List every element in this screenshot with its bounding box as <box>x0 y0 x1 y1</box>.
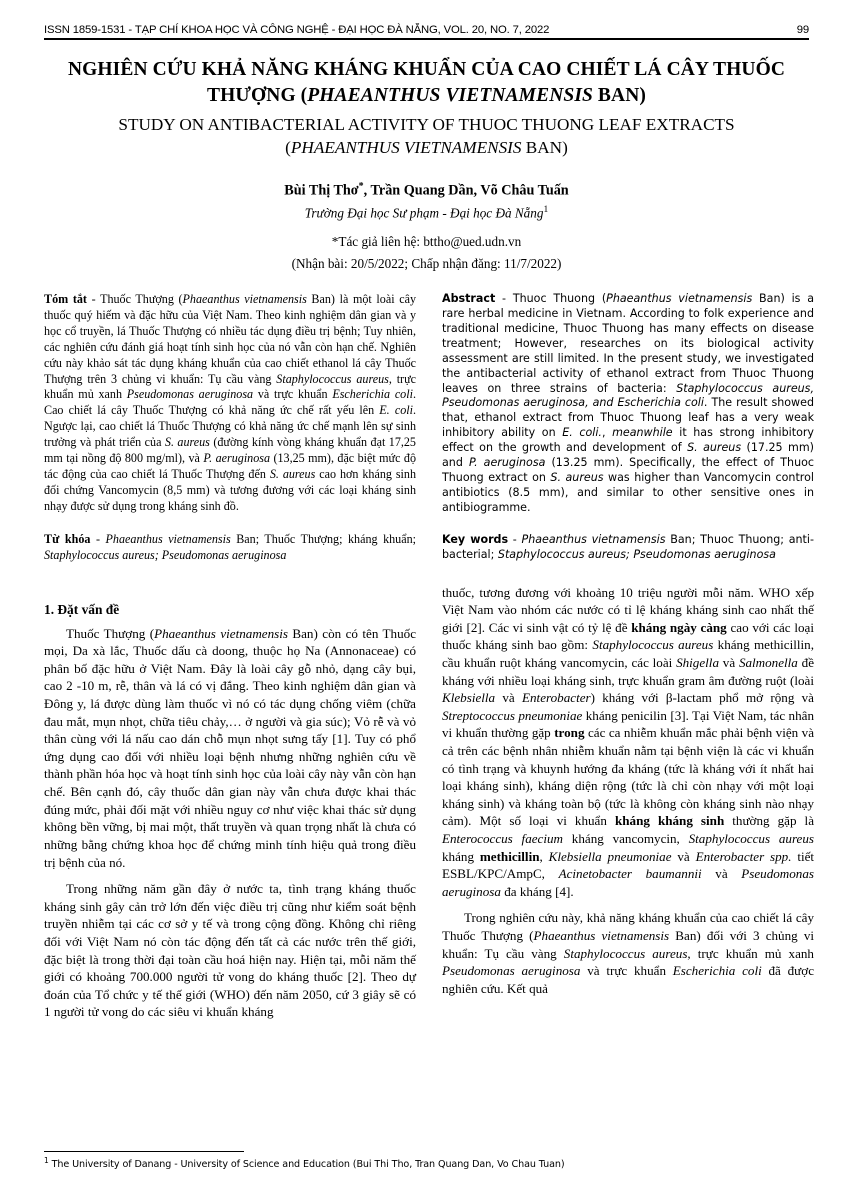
abstract-vi-p3: , trực khuẩn mủ xanh <box>44 371 417 402</box>
s1p3-sp-o: Pseudomonas aeruginosa <box>442 963 581 979</box>
abstract-vi-p6: . Ngược lại, cao chiết lá Thuốc Thượng có khả năng ức chế mạnh lên sự sinh trưởng và phát triển của <box>44 403 417 450</box>
abstract-vi-sp3: Pseudomonas aeruginosa <box>126 387 254 402</box>
footnote-body: The University of Danang - University of Science and Education (Bui Thi Tho, Tran Quang Dan, Vo Chau Tuan) <box>48 1159 565 1171</box>
s1p3-d: và trực khuẩn <box>580 963 673 979</box>
title-english <box>52 114 801 160</box>
s1p2c-e: đề kháng với nhiều loại kháng sinh, trực khuẩn gram âm đường ruột (loài <box>442 654 815 688</box>
abstract-vi-p7: (đường kính vòng kháng khuẩn đạt 17,25 mm tại nồng độ 800 mg/ml), và <box>44 435 416 466</box>
footnote-rule <box>44 1151 244 1152</box>
abstract-vi-p9: cao hơn kháng sinh đối chứng Vancomycin (8,5 mm) và tương đương với các loại kháng sinh nhạy được sử dụng trong kháng sinh đồ. <box>44 466 417 513</box>
s1p2c-sp-k: Acinetobacter baumannii <box>558 866 702 882</box>
abstract-en-sp6: P. aeruginosa <box>468 456 546 470</box>
affiliation-marker: 1 <box>543 204 549 215</box>
s1p2c-bold3: kháng kháng sinh <box>614 813 725 829</box>
keywords-en <box>442 533 814 563</box>
s1p2c-sp-b: Shigella <box>676 654 719 670</box>
abstract-vi-sp5: E. coli <box>379 403 413 418</box>
s1p2c-k: kháng vancomycin, <box>563 831 689 847</box>
page-number: 99 <box>796 24 809 36</box>
s1p1-a: Thuốc Thượng ( <box>66 625 155 641</box>
keywords-vi-sp1: Phaeanthus vietnamensis <box>105 531 231 546</box>
author-list <box>44 181 809 200</box>
s1p2c-g: ) kháng với β-lactam phổ mở rộng và <box>590 690 814 706</box>
s1p2c-m: , <box>539 848 549 864</box>
body-column-right <box>442 584 814 1021</box>
abstract-vi-sp1: Phaeanthus vietnamensis <box>182 292 307 307</box>
abstract-vi-p1: Thuốc Thượng ( <box>100 292 183 307</box>
s1p3-e: đã được nghiên cứu. Kết quả <box>442 963 815 996</box>
section1-paragraph-2: Trong những năm gần đây ở nước ta, tình trạng kháng thuốc kháng sinh gây cản trở lớn đến việc điều trị cũng như kiểm soát bệnh truyền nhiễm tại các cơ sở y tế và trong cộng đồng. Không chỉ riêng đối với Việt Nam nó còn tác động đến tất cả các nước trên thế giới, đặc biệt là trong thời đại toàn cầu hoá hiện nay. Hiện tại, mỗi năm thế giới có khoảng 700.000 người tử vong do kháng thuốc [2]. Theo dự đoán của Tổ chức y tế thế giới (WHO) đến năm 2050, cứ 3 giây sẽ có 1 người tử vong do các siêu vi khuẩn kháng <box>44 881 416 1020</box>
s1p2c-sp-g: Enterococcus faecium <box>442 831 564 847</box>
title-vietnamese <box>62 57 791 109</box>
abstract-vi-p2: Ban) là một loài cây thuốc quý hiếm và đặc hữu của Việt Nam. Theo kinh nghiệm dân gian và y học cổ truyền, lá Thuốc Thượng có nhiều tác dụng điều trị bệnh; Tuy nhiên, các nghiên cứu đánh giá hoạt tính sinh học của nó vẫn còn hạn chế. Nghiên cứu này khảo sát tác dụng kháng khuẩn của cao chiết ethanol lá cây Thuốc Thượng trên 3 chủng vi khuẩn: Tụ cầu vàng <box>44 292 416 386</box>
abstract-en-sp7: S. aureus <box>550 471 604 484</box>
s1p2c-d: và <box>719 654 739 670</box>
corresponding-marker: * <box>358 181 364 192</box>
abstract-en-p2: Ban) is a rare herbal medicine in Vietnam. According to folk experience and traditional medicine, Thuoc Thuong has many effects on disease treatment; However, researches on its biological activity assessment are still limited. In the present study, we investigated the antibacterial activity of ethanol extract from Thuoc Thuong leaves on three strains of bacteria: <box>442 292 815 395</box>
abstract-en <box>442 292 814 516</box>
abstract-en-sp1: Phaeanthus vietnamensis <box>606 292 753 306</box>
s1p2c-l: kháng <box>442 848 480 864</box>
s1p3-sp-p: Escherichia coli <box>672 963 762 979</box>
abstract-vi-label: Tóm tắt <box>44 292 87 307</box>
s1p2c-a: thuốc, tương đương với khoảng 10 triệu người mỗi năm. WHO xếp Việt Nam vào nhóm các nước có tỉ lệ kháng kháng sinh cao nhất thế giới [2]. Các vi sinh vật có tỷ lệ đề <box>442 584 814 635</box>
title-en-line2-prefix: ( <box>285 138 291 158</box>
abstract-en-p4: , <box>601 426 613 440</box>
abstract-vi-sp2: Staphylococcus aureus <box>276 371 389 386</box>
abstract-en-sp3: E. coli. <box>562 426 602 440</box>
keywords-en-sp1: Phaeanthus vietnamensis <box>521 532 666 546</box>
abstract-en-sp2: Staphylococcus aureus, Pseudomonas aeruginosa, and Escherichia coli <box>442 381 814 410</box>
s1p2c-sp-f: Streptococcus pneumoniae <box>442 707 583 723</box>
footnote <box>44 1151 809 1172</box>
keywords-en-label: Key words <box>442 532 509 546</box>
abstract-en-p7: (13.25 mm). Specifically, the effect of Thuoc Thuong extract on <box>442 456 814 484</box>
section1-paragraph-1 <box>44 625 416 872</box>
abstract-en-sp5: S. aureus <box>687 441 742 455</box>
received-accepted-dates: (Nhận bài: 20/5/2022; Chấp nhận đăng: 11/7/2022) <box>291 256 562 272</box>
title-vi-species: PHAEANTHUS VIETNAMENSIS <box>307 85 593 107</box>
s1p3-b: Ban) đối với 3 chủng vi khuẩn: Tụ cầu vàng <box>442 928 815 961</box>
s1p2c-sp-e: Enterobacter <box>522 690 591 706</box>
journal-citation: ISSN 1859-1531 - TẠP CHÍ KHOA HỌC VÀ CÔNG NGHỆ - ĐẠI HỌC ĐÀ NẴNG, VOL. 20, NO. 7, 2022 <box>44 24 550 36</box>
keywords-vi-p1: Ban; Thuốc Thượng; kháng khuẩn; <box>230 531 416 546</box>
running-head <box>44 24 809 38</box>
abstract-vi-p4: và trực khuẩn <box>253 387 333 402</box>
s1p2c-sp-j: Enterobacter spp. <box>695 848 792 864</box>
body-columns <box>44 584 815 1021</box>
keywords-en-sp2: Staphylococcus aureus; Pseudomonas aeruginosa <box>497 547 776 561</box>
s1p2c-bold4: methicillin <box>479 848 540 864</box>
abstract-column-vi <box>44 292 416 563</box>
s1p2c-sp-a: Staphylococcus aureus <box>592 637 714 653</box>
abstract-en-p8: was higher than Vancomycin control antibiotics (8.5 mm), and similar to other sensitive ones in antibiogramme. <box>442 471 814 514</box>
s1p2c-sp-i: Klebsiella pneumoniae <box>548 848 672 864</box>
keywords-en-p1: Ban; Thuoc Thuong; anti-bacterial; <box>442 532 814 561</box>
authors-rest: , Trần Quang Dần, Võ Châu Tuấn <box>363 182 569 199</box>
s1p2c-n: và <box>671 848 696 864</box>
footnote-text <box>44 1156 809 1172</box>
header-rule <box>44 38 809 40</box>
s1p3-c: , trực khuẩn mủ xanh <box>687 945 814 961</box>
abstract-en-sep: - <box>495 292 513 306</box>
title-vi-line2-suffix: BAN) <box>592 85 646 107</box>
s1p2c-c: kháng methicillin, cầu khuẩn ruột kháng vancomycin, các loài <box>442 637 814 670</box>
s1p3-sp-m: Phaeanthus vietnamensis <box>533 928 670 944</box>
keywords-vi <box>44 532 416 564</box>
abstract-en-p1: Thuoc Thuong ( <box>512 292 607 306</box>
s1p2c-sp-c: Salmonella <box>738 654 798 670</box>
abstract-vi-sep: - <box>86 292 101 307</box>
s1p2c-p: và <box>701 866 742 882</box>
affiliation-text: Trường Đại học Sư phạm - Đại học Đà Nẵng <box>304 205 544 221</box>
abstract-vi-sp7: P. aeruginosa <box>203 451 271 466</box>
footnote-marker: 1 <box>44 1156 49 1166</box>
section1-paragraph-2-cont <box>442 584 814 901</box>
abstract-vi-sp6: S. aureus <box>164 435 210 450</box>
abstract-column-en <box>442 292 814 563</box>
paragraph-gap <box>44 871 416 880</box>
s1p2c-o: tiết ESBL/KPC/AmpC, <box>442 848 815 882</box>
s1p2c-h: kháng penicilin [3]. Tại Việt Nam, tác nhân vi khuẩn thường gặp <box>442 707 815 741</box>
abstract-vi-p5: . Cao chiết lá cây Thuốc Thượng có khả năng ức chế rất yếu lên <box>44 387 416 418</box>
s1p2c-bold1: kháng ngày càng <box>631 619 727 635</box>
author-first: Bùi Thị Thơ <box>284 182 359 199</box>
s1p2c-bold2: trong <box>554 725 585 741</box>
s1p1-b: Ban) còn có tên Thuốc mọi, Da xà lắc, Thuốc dấu cà doong, thuộc họ Na (Annonaceae) có phân bố đặc hữu ở Việt Nam. Đây là loài cây gỗ nhỏ, dạng cây bụi, cao 2 -10 m, rễ, thân và lá có vị đắng. Theo kinh nghiệm dân gian và Đông y, lá được dùng làm thuốc vì nó có tác dụng chống viêm (chữa đau mắt, mụn nhọt, chữa tiêu chảy,… ở người và gia súc); Vỏ rễ và vỏ thân cùng với lá nấu cao dán chỗ mụn nhọt sưng tấy [1]. Tuy có phổ ứng dụng cao đối với nhiều loại bệnh nhưng những nghiên cứu về thành phần hóa học và hoạt tính sinh học của loài cây này vẫn còn hạn chế. Bên cạnh đó, cây thuốc dân gian này vẫn chưa được khai thác đúng mức, phải đối mặt với nhiều nguy cơ như việc khai thác sử dụng không bền vững, bị mai một, thất truyền và quan trọng nhất là chưa có những bằng chứng khoa học để chứng minh tính hiệu quả trong điều trị bệnh của nó. <box>44 625 417 870</box>
section-heading-1: 1. Đặt vấn đề <box>44 601 120 617</box>
abstract-en-sp4: meanwhile <box>612 426 673 440</box>
title-vi-line1: NGHIÊN CỨU KHẢ NĂNG KHÁNG KHUẨN CỦA CAO CHIẾT LÁ CÂY THUỐC <box>67 59 786 80</box>
s1p2c-b: cao với các loại thuốc kháng sinh bao gồm: <box>442 619 814 653</box>
s1p2c-j: thường gặp là <box>724 813 815 829</box>
abstract-vi-p8: (13,25 mm), đặc biệt mức độ tác động của cao chiết lá Thuốc Thượng đến <box>44 451 416 481</box>
abstract-en-label: Abstract <box>442 292 496 306</box>
abstract-columns <box>44 292 815 563</box>
keywords-vi-sp2: Staphylococcus aureus; Pseudomonas aeruginosa <box>44 547 287 562</box>
s1p2c-sp-h: Staphylococcus aureus <box>688 831 815 847</box>
abstract-vi-sp8: S. aureus <box>269 466 316 481</box>
s1p2c-sp-d: Klebsiella <box>442 690 496 706</box>
s1p3-a: Trong nghiên cứu này, khả năng kháng khuẩn của cao chiết lá cây Thuốc Thượng ( <box>442 910 814 944</box>
s1p2c-f: và <box>495 690 523 706</box>
body-column-left <box>44 584 416 1021</box>
title-vi-line2-prefix: THƯỢNG ( <box>207 85 308 107</box>
abstract-en-p3: . The result showed that, ethanol extract from Thuoc Thuong leaf has a very weak inhibitory ability on <box>442 396 814 440</box>
title-en-line1: STUDY ON ANTIBACTERIAL ACTIVITY OF THUOC THUONG LEAF EXTRACTS <box>118 115 735 135</box>
keywords-vi-sep: - <box>90 531 106 546</box>
s1p3-sp-n: Staphylococcus aureus <box>563 945 688 961</box>
s1p2c-i: các ca nhiễm khuẩn mắc phải bệnh viện và cả trên các bệnh nhân nhiễm khuẩn nằm tại bệnh viện là các vi khuẩn có tình trạng và khuynh hướng đa kháng (tức là kháng với ít nhất hai loại kháng sinh), kháng diện rộng (tức là chỉ còn nhạy với một loại kháng sinh) và kháng toàn bộ (tức là không còn kháng sinh nào nhạy cảm). Một số loại vi khuẩn <box>442 725 815 829</box>
abstract-en-p6: (17.25 mm) and <box>442 441 814 470</box>
s1p2c-sp-l: Pseudomonas aeruginosa <box>442 866 814 899</box>
affiliation <box>44 205 809 221</box>
paragraph-gap-right <box>442 900 814 909</box>
keywords-vi-label: Từ khóa <box>44 531 91 546</box>
s1p1-species: Phaeanthus vietnamensis <box>154 625 288 641</box>
abstract-vi-sp4: Escherichia coli <box>332 387 413 402</box>
title-en-species: PHAEANTHUS VIETNAMENSIS <box>290 138 522 158</box>
title-en-line2-suffix: BAN) <box>521 138 568 158</box>
abstract-vi <box>44 292 416 514</box>
corresponding-author-email: *Tác giả liên hệ: bttho@ued.udn.vn <box>331 234 522 250</box>
section1-paragraph-3 <box>442 909 814 997</box>
s1p2c-q: đa kháng [4]. <box>500 883 574 899</box>
abstract-en-p5: it has strong inhibitory effect on the growth and development of <box>442 426 814 455</box>
keywords-en-sep: - <box>508 532 522 546</box>
